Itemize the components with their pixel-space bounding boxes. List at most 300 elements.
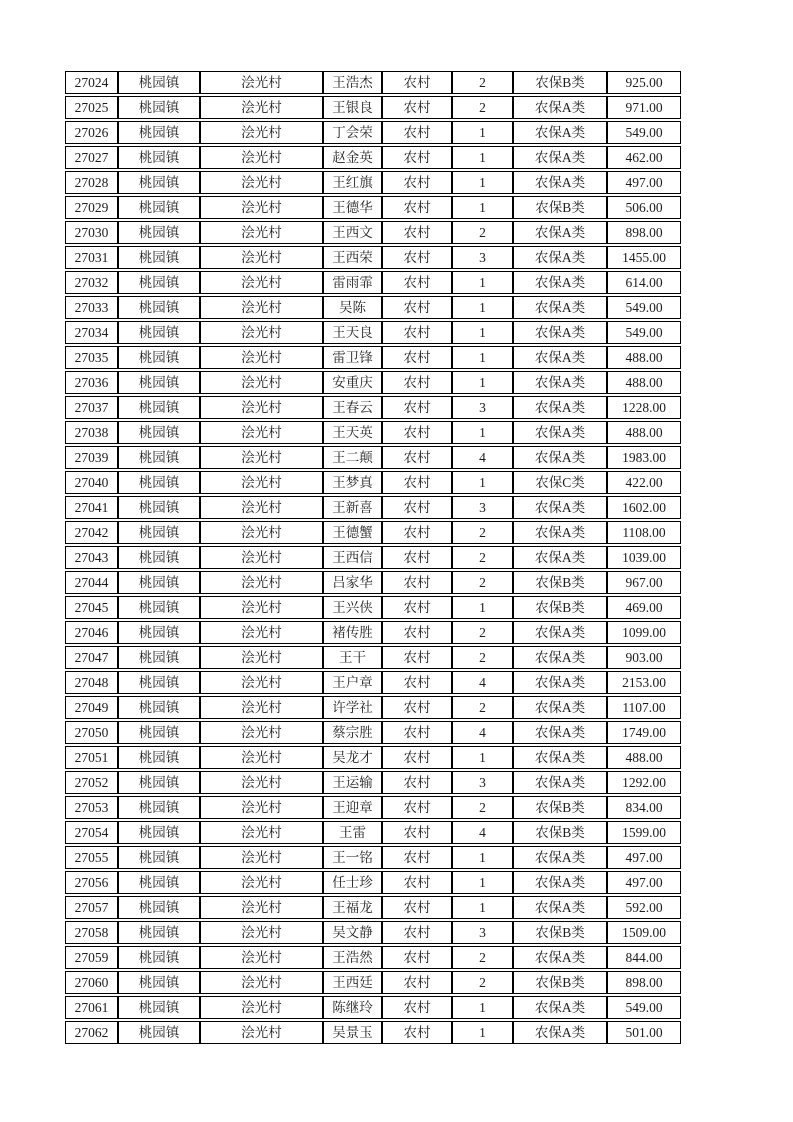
cell-name: 王运输 bbox=[323, 771, 382, 794]
cell-amount: 1509.00 bbox=[607, 921, 681, 944]
cell-name: 王天良 bbox=[323, 321, 382, 344]
cell-town: 桃园镇 bbox=[118, 396, 200, 419]
cell-insurance-class: 农保B类 bbox=[513, 821, 607, 844]
cell-insurance-class: 农保A类 bbox=[513, 546, 607, 569]
cell-serial-no: 27026 bbox=[65, 121, 118, 144]
cell-town: 桃园镇 bbox=[118, 346, 200, 369]
cell-serial-no: 27043 bbox=[65, 546, 118, 569]
cell-serial-no: 27053 bbox=[65, 796, 118, 819]
cell-person-count: 1 bbox=[452, 271, 513, 294]
cell-town: 桃园镇 bbox=[118, 971, 200, 994]
cell-residence-type: 农村 bbox=[382, 621, 452, 644]
cell-person-count: 1 bbox=[452, 296, 513, 319]
cell-village: 浍光村 bbox=[200, 896, 323, 919]
cell-serial-no: 27042 bbox=[65, 521, 118, 544]
cell-person-count: 2 bbox=[452, 571, 513, 594]
cell-name: 吴陈 bbox=[323, 296, 382, 319]
cell-village: 浍光村 bbox=[200, 521, 323, 544]
cell-amount: 549.00 bbox=[607, 321, 681, 344]
table-row bbox=[65, 871, 681, 894]
cell-serial-no: 27051 bbox=[65, 746, 118, 769]
cell-village: 浍光村 bbox=[200, 721, 323, 744]
cell-village: 浍光村 bbox=[200, 996, 323, 1019]
table-row bbox=[65, 346, 681, 369]
cell-person-count: 4 bbox=[452, 446, 513, 469]
cell-residence-type: 农村 bbox=[382, 821, 452, 844]
cell-residence-type: 农村 bbox=[382, 421, 452, 444]
cell-village: 浍光村 bbox=[200, 196, 323, 219]
insurance-roster-table bbox=[65, 69, 681, 1046]
cell-village: 浍光村 bbox=[200, 171, 323, 194]
cell-insurance-class: 农保A类 bbox=[513, 746, 607, 769]
cell-person-count: 1 bbox=[452, 346, 513, 369]
table-row bbox=[65, 321, 681, 344]
cell-residence-type: 农村 bbox=[382, 321, 452, 344]
cell-name: 王红旗 bbox=[323, 171, 382, 194]
cell-town: 桃园镇 bbox=[118, 821, 200, 844]
cell-insurance-class: 农保B类 bbox=[513, 571, 607, 594]
cell-residence-type: 农村 bbox=[382, 721, 452, 744]
cell-residence-type: 农村 bbox=[382, 971, 452, 994]
cell-amount: 844.00 bbox=[607, 946, 681, 969]
cell-village: 浍光村 bbox=[200, 346, 323, 369]
table-row bbox=[65, 671, 681, 694]
cell-amount: 1228.00 bbox=[607, 396, 681, 419]
cell-serial-no: 27044 bbox=[65, 571, 118, 594]
cell-insurance-class: 农保A类 bbox=[513, 721, 607, 744]
cell-residence-type: 农村 bbox=[382, 896, 452, 919]
cell-amount: 497.00 bbox=[607, 171, 681, 194]
cell-person-count: 2 bbox=[452, 546, 513, 569]
cell-town: 桃园镇 bbox=[118, 271, 200, 294]
cell-insurance-class: 农保B类 bbox=[513, 71, 607, 94]
cell-serial-no: 27030 bbox=[65, 221, 118, 244]
table-row bbox=[65, 146, 681, 169]
cell-amount: 898.00 bbox=[607, 971, 681, 994]
cell-insurance-class: 农保A类 bbox=[513, 696, 607, 719]
table-row bbox=[65, 96, 681, 119]
table-row bbox=[65, 521, 681, 544]
cell-village: 浍光村 bbox=[200, 446, 323, 469]
cell-town: 桃园镇 bbox=[118, 371, 200, 394]
table-row bbox=[65, 646, 681, 669]
cell-village: 浍光村 bbox=[200, 371, 323, 394]
cell-town: 桃园镇 bbox=[118, 171, 200, 194]
cell-serial-no: 27038 bbox=[65, 421, 118, 444]
cell-person-count: 3 bbox=[452, 396, 513, 419]
cell-person-count: 1 bbox=[452, 196, 513, 219]
cell-town: 桃园镇 bbox=[118, 671, 200, 694]
cell-amount: 488.00 bbox=[607, 746, 681, 769]
cell-town: 桃园镇 bbox=[118, 71, 200, 94]
cell-town: 桃园镇 bbox=[118, 846, 200, 869]
cell-town: 桃园镇 bbox=[118, 1021, 200, 1044]
cell-amount: 1292.00 bbox=[607, 771, 681, 794]
cell-amount: 1599.00 bbox=[607, 821, 681, 844]
cell-residence-type: 农村 bbox=[382, 521, 452, 544]
cell-amount: 501.00 bbox=[607, 1021, 681, 1044]
cell-person-count: 1 bbox=[452, 1021, 513, 1044]
cell-village: 浍光村 bbox=[200, 946, 323, 969]
cell-name: 吕家华 bbox=[323, 571, 382, 594]
cell-person-count: 2 bbox=[452, 696, 513, 719]
cell-person-count: 4 bbox=[452, 821, 513, 844]
cell-insurance-class: 农保A类 bbox=[513, 321, 607, 344]
cell-name: 王西荣 bbox=[323, 246, 382, 269]
cell-serial-no: 27061 bbox=[65, 996, 118, 1019]
cell-town: 桃园镇 bbox=[118, 596, 200, 619]
cell-residence-type: 农村 bbox=[382, 921, 452, 944]
cell-serial-no: 27041 bbox=[65, 496, 118, 519]
cell-residence-type: 农村 bbox=[382, 196, 452, 219]
cell-insurance-class: 农保A类 bbox=[513, 671, 607, 694]
cell-insurance-class: 农保A类 bbox=[513, 221, 607, 244]
cell-insurance-class: 农保A类 bbox=[513, 296, 607, 319]
cell-insurance-class: 农保C类 bbox=[513, 471, 607, 494]
cell-amount: 488.00 bbox=[607, 421, 681, 444]
cell-insurance-class: 农保A类 bbox=[513, 1021, 607, 1044]
cell-insurance-class: 农保A类 bbox=[513, 421, 607, 444]
cell-name: 王西文 bbox=[323, 221, 382, 244]
cell-insurance-class: 农保A类 bbox=[513, 346, 607, 369]
cell-person-count: 2 bbox=[452, 521, 513, 544]
cell-name: 吴景玉 bbox=[323, 1021, 382, 1044]
cell-serial-no: 27059 bbox=[65, 946, 118, 969]
cell-person-count: 1 bbox=[452, 846, 513, 869]
table-row bbox=[65, 446, 681, 469]
cell-amount: 462.00 bbox=[607, 146, 681, 169]
cell-name: 王一铭 bbox=[323, 846, 382, 869]
cell-name: 王户章 bbox=[323, 671, 382, 694]
cell-village: 浍光村 bbox=[200, 246, 323, 269]
cell-village: 浍光村 bbox=[200, 71, 323, 94]
cell-name: 王德华 bbox=[323, 196, 382, 219]
cell-person-count: 2 bbox=[452, 946, 513, 969]
cell-insurance-class: 农保A类 bbox=[513, 871, 607, 894]
cell-insurance-class: 农保B类 bbox=[513, 796, 607, 819]
cell-serial-no: 27035 bbox=[65, 346, 118, 369]
cell-insurance-class: 农保A类 bbox=[513, 146, 607, 169]
cell-serial-no: 27034 bbox=[65, 321, 118, 344]
cell-insurance-class: 农保A类 bbox=[513, 846, 607, 869]
cell-person-count: 3 bbox=[452, 246, 513, 269]
cell-name: 王德蟹 bbox=[323, 521, 382, 544]
cell-insurance-class: 农保A类 bbox=[513, 271, 607, 294]
cell-person-count: 1 bbox=[452, 371, 513, 394]
cell-insurance-class: 农保A类 bbox=[513, 246, 607, 269]
cell-insurance-class: 农保A类 bbox=[513, 121, 607, 144]
cell-serial-no: 27048 bbox=[65, 671, 118, 694]
table-row bbox=[65, 196, 681, 219]
cell-residence-type: 农村 bbox=[382, 571, 452, 594]
cell-residence-type: 农村 bbox=[382, 221, 452, 244]
cell-town: 桃园镇 bbox=[118, 296, 200, 319]
cell-town: 桃园镇 bbox=[118, 121, 200, 144]
cell-insurance-class: 农保A类 bbox=[513, 496, 607, 519]
cell-residence-type: 农村 bbox=[382, 796, 452, 819]
table-row bbox=[65, 1021, 681, 1044]
table-row bbox=[65, 621, 681, 644]
table-body bbox=[65, 71, 681, 1044]
cell-town: 桃园镇 bbox=[118, 721, 200, 744]
cell-name: 王浩杰 bbox=[323, 71, 382, 94]
cell-insurance-class: 农保A类 bbox=[513, 646, 607, 669]
cell-amount: 506.00 bbox=[607, 196, 681, 219]
cell-town: 桃园镇 bbox=[118, 471, 200, 494]
cell-serial-no: 27031 bbox=[65, 246, 118, 269]
cell-village: 浍光村 bbox=[200, 746, 323, 769]
cell-town: 桃园镇 bbox=[118, 321, 200, 344]
cell-person-count: 2 bbox=[452, 221, 513, 244]
cell-residence-type: 农村 bbox=[382, 171, 452, 194]
cell-amount: 1099.00 bbox=[607, 621, 681, 644]
cell-insurance-class: 农保A类 bbox=[513, 96, 607, 119]
cell-person-count: 1 bbox=[452, 321, 513, 344]
cell-serial-no: 27056 bbox=[65, 871, 118, 894]
cell-name: 王雷 bbox=[323, 821, 382, 844]
cell-amount: 549.00 bbox=[607, 996, 681, 1019]
cell-village: 浍光村 bbox=[200, 596, 323, 619]
cell-name: 王春云 bbox=[323, 396, 382, 419]
cell-village: 浍光村 bbox=[200, 796, 323, 819]
cell-insurance-class: 农保A类 bbox=[513, 171, 607, 194]
cell-serial-no: 27024 bbox=[65, 71, 118, 94]
cell-residence-type: 农村 bbox=[382, 671, 452, 694]
cell-name: 王新喜 bbox=[323, 496, 382, 519]
cell-insurance-class: 农保A类 bbox=[513, 371, 607, 394]
cell-serial-no: 27029 bbox=[65, 196, 118, 219]
cell-person-count: 3 bbox=[452, 496, 513, 519]
table-row bbox=[65, 171, 681, 194]
cell-insurance-class: 农保A类 bbox=[513, 996, 607, 1019]
cell-town: 桃园镇 bbox=[118, 221, 200, 244]
cell-serial-no: 27032 bbox=[65, 271, 118, 294]
cell-serial-no: 27033 bbox=[65, 296, 118, 319]
cell-name: 吴龙才 bbox=[323, 746, 382, 769]
cell-person-count: 2 bbox=[452, 621, 513, 644]
cell-person-count: 1 bbox=[452, 146, 513, 169]
cell-insurance-class: 农保A类 bbox=[513, 896, 607, 919]
cell-person-count: 2 bbox=[452, 796, 513, 819]
table-row bbox=[65, 746, 681, 769]
cell-village: 浍光村 bbox=[200, 321, 323, 344]
cell-insurance-class: 农保A类 bbox=[513, 946, 607, 969]
cell-town: 桃园镇 bbox=[118, 146, 200, 169]
cell-town: 桃园镇 bbox=[118, 646, 200, 669]
cell-amount: 1983.00 bbox=[607, 446, 681, 469]
cell-residence-type: 农村 bbox=[382, 346, 452, 369]
cell-name: 安重庆 bbox=[323, 371, 382, 394]
table-row bbox=[65, 396, 681, 419]
cell-serial-no: 27062 bbox=[65, 1021, 118, 1044]
table-row bbox=[65, 296, 681, 319]
cell-name: 王西信 bbox=[323, 546, 382, 569]
cell-serial-no: 27027 bbox=[65, 146, 118, 169]
cell-residence-type: 农村 bbox=[382, 646, 452, 669]
cell-person-count: 1 bbox=[452, 746, 513, 769]
cell-serial-no: 27052 bbox=[65, 771, 118, 794]
cell-serial-no: 27046 bbox=[65, 621, 118, 644]
cell-person-count: 4 bbox=[452, 721, 513, 744]
cell-residence-type: 农村 bbox=[382, 996, 452, 1019]
cell-amount: 422.00 bbox=[607, 471, 681, 494]
table-row bbox=[65, 996, 681, 1019]
cell-insurance-class: 农保A类 bbox=[513, 621, 607, 644]
cell-insurance-class: 农保A类 bbox=[513, 771, 607, 794]
cell-name: 王天英 bbox=[323, 421, 382, 444]
cell-residence-type: 农村 bbox=[382, 146, 452, 169]
cell-name: 王浩然 bbox=[323, 946, 382, 969]
cell-residence-type: 农村 bbox=[382, 121, 452, 144]
cell-town: 桃园镇 bbox=[118, 246, 200, 269]
cell-village: 浍光村 bbox=[200, 146, 323, 169]
cell-name: 王迎章 bbox=[323, 796, 382, 819]
cell-serial-no: 27040 bbox=[65, 471, 118, 494]
table-row bbox=[65, 946, 681, 969]
cell-name: 吴文静 bbox=[323, 921, 382, 944]
cell-village: 浍光村 bbox=[200, 1021, 323, 1044]
cell-residence-type: 农村 bbox=[382, 96, 452, 119]
cell-amount: 967.00 bbox=[607, 571, 681, 594]
cell-amount: 469.00 bbox=[607, 596, 681, 619]
cell-village: 浍光村 bbox=[200, 271, 323, 294]
cell-name: 王二颠 bbox=[323, 446, 382, 469]
cell-village: 浍光村 bbox=[200, 546, 323, 569]
cell-insurance-class: 农保B类 bbox=[513, 196, 607, 219]
cell-amount: 488.00 bbox=[607, 371, 681, 394]
cell-town: 桃园镇 bbox=[118, 546, 200, 569]
cell-person-count: 1 bbox=[452, 121, 513, 144]
cell-village: 浍光村 bbox=[200, 871, 323, 894]
cell-serial-no: 27058 bbox=[65, 921, 118, 944]
cell-serial-no: 27036 bbox=[65, 371, 118, 394]
cell-person-count: 3 bbox=[452, 921, 513, 944]
table-row bbox=[65, 846, 681, 869]
cell-name: 丁会荣 bbox=[323, 121, 382, 144]
cell-village: 浍光村 bbox=[200, 771, 323, 794]
table-row bbox=[65, 71, 681, 94]
cell-town: 桃园镇 bbox=[118, 771, 200, 794]
table-row bbox=[65, 546, 681, 569]
cell-village: 浍光村 bbox=[200, 821, 323, 844]
cell-amount: 1107.00 bbox=[607, 696, 681, 719]
cell-town: 桃园镇 bbox=[118, 696, 200, 719]
cell-village: 浍光村 bbox=[200, 921, 323, 944]
cell-amount: 592.00 bbox=[607, 896, 681, 919]
cell-town: 桃园镇 bbox=[118, 96, 200, 119]
cell-insurance-class: 农保A类 bbox=[513, 521, 607, 544]
cell-amount: 903.00 bbox=[607, 646, 681, 669]
cell-village: 浍光村 bbox=[200, 471, 323, 494]
cell-serial-no: 27039 bbox=[65, 446, 118, 469]
cell-village: 浍光村 bbox=[200, 396, 323, 419]
cell-village: 浍光村 bbox=[200, 421, 323, 444]
cell-name: 任士珍 bbox=[323, 871, 382, 894]
cell-residence-type: 农村 bbox=[382, 871, 452, 894]
cell-residence-type: 农村 bbox=[382, 271, 452, 294]
cell-serial-no: 27054 bbox=[65, 821, 118, 844]
cell-amount: 1039.00 bbox=[607, 546, 681, 569]
cell-village: 浍光村 bbox=[200, 671, 323, 694]
cell-residence-type: 农村 bbox=[382, 946, 452, 969]
cell-town: 桃园镇 bbox=[118, 796, 200, 819]
cell-serial-no: 27057 bbox=[65, 896, 118, 919]
cell-village: 浍光村 bbox=[200, 696, 323, 719]
cell-residence-type: 农村 bbox=[382, 1021, 452, 1044]
cell-town: 桃园镇 bbox=[118, 746, 200, 769]
cell-person-count: 1 bbox=[452, 471, 513, 494]
cell-residence-type: 农村 bbox=[382, 771, 452, 794]
cell-person-count: 4 bbox=[452, 671, 513, 694]
table-row bbox=[65, 571, 681, 594]
cell-town: 桃园镇 bbox=[118, 896, 200, 919]
cell-insurance-class: 农保A类 bbox=[513, 446, 607, 469]
cell-town: 桃园镇 bbox=[118, 871, 200, 894]
cell-residence-type: 农村 bbox=[382, 546, 452, 569]
cell-amount: 497.00 bbox=[607, 846, 681, 869]
cell-person-count: 1 bbox=[452, 896, 513, 919]
cell-insurance-class: 农保B类 bbox=[513, 596, 607, 619]
cell-name: 许学社 bbox=[323, 696, 382, 719]
table-row bbox=[65, 371, 681, 394]
cell-name: 王银良 bbox=[323, 96, 382, 119]
cell-village: 浍光村 bbox=[200, 571, 323, 594]
table-row bbox=[65, 596, 681, 619]
cell-name: 陈继玲 bbox=[323, 996, 382, 1019]
cell-town: 桃园镇 bbox=[118, 196, 200, 219]
cell-serial-no: 27047 bbox=[65, 646, 118, 669]
table-row bbox=[65, 721, 681, 744]
cell-person-count: 1 bbox=[452, 421, 513, 444]
table-row bbox=[65, 896, 681, 919]
cell-amount: 1602.00 bbox=[607, 496, 681, 519]
cell-insurance-class: 农保A类 bbox=[513, 396, 607, 419]
cell-village: 浍光村 bbox=[200, 971, 323, 994]
cell-residence-type: 农村 bbox=[382, 246, 452, 269]
cell-insurance-class: 农保B类 bbox=[513, 921, 607, 944]
cell-village: 浍光村 bbox=[200, 121, 323, 144]
cell-residence-type: 农村 bbox=[382, 696, 452, 719]
cell-town: 桃园镇 bbox=[118, 446, 200, 469]
table-row bbox=[65, 271, 681, 294]
cell-town: 桃园镇 bbox=[118, 521, 200, 544]
cell-residence-type: 农村 bbox=[382, 371, 452, 394]
cell-name: 蔡宗胜 bbox=[323, 721, 382, 744]
cell-amount: 1455.00 bbox=[607, 246, 681, 269]
cell-town: 桃园镇 bbox=[118, 621, 200, 644]
cell-name: 王西廷 bbox=[323, 971, 382, 994]
table-row bbox=[65, 471, 681, 494]
cell-town: 桃园镇 bbox=[118, 571, 200, 594]
cell-amount: 488.00 bbox=[607, 346, 681, 369]
cell-residence-type: 农村 bbox=[382, 496, 452, 519]
cell-person-count: 1 bbox=[452, 171, 513, 194]
cell-village: 浍光村 bbox=[200, 296, 323, 319]
cell-amount: 1749.00 bbox=[607, 721, 681, 744]
cell-serial-no: 27045 bbox=[65, 596, 118, 619]
cell-town: 桃园镇 bbox=[118, 921, 200, 944]
cell-amount: 614.00 bbox=[607, 271, 681, 294]
table-row bbox=[65, 821, 681, 844]
table-row bbox=[65, 771, 681, 794]
cell-name: 王梦真 bbox=[323, 471, 382, 494]
cell-name: 赵金英 bbox=[323, 146, 382, 169]
cell-residence-type: 农村 bbox=[382, 471, 452, 494]
cell-serial-no: 27037 bbox=[65, 396, 118, 419]
cell-village: 浍光村 bbox=[200, 496, 323, 519]
cell-name: 王兴侠 bbox=[323, 596, 382, 619]
cell-residence-type: 农村 bbox=[382, 846, 452, 869]
